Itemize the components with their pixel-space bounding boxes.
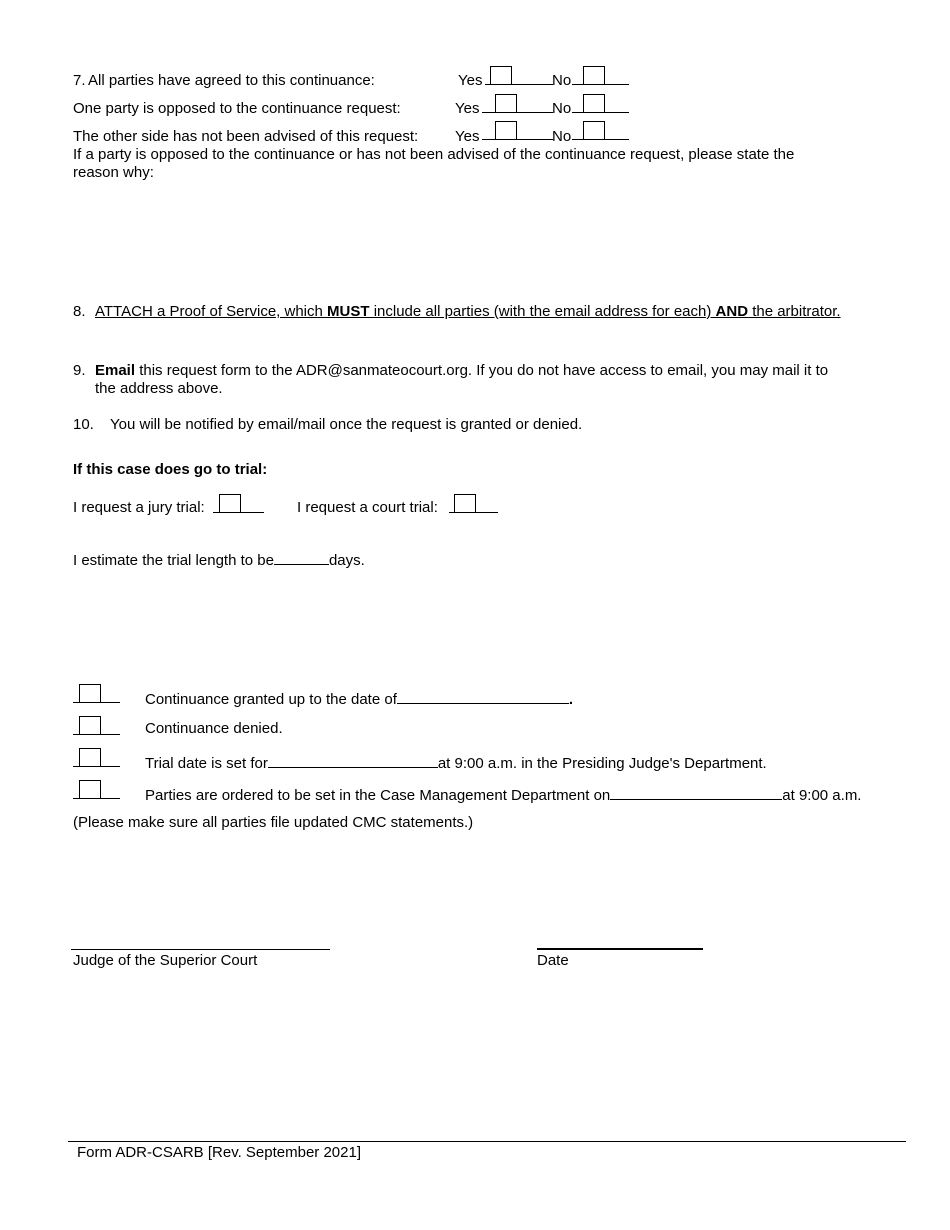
cmc-date-field[interactable] <box>610 784 782 800</box>
granted-date-field[interactable] <box>397 688 569 704</box>
form-id: Form ADR-CSARB [Rev. September 2021] <box>77 1144 361 1161</box>
item9-text-line2: the address above. <box>95 380 223 397</box>
item7-yes-label-3: Yes <box>455 128 480 145</box>
judge-label: Judge of the Superior Court <box>73 952 258 969</box>
item10-text: You will be notified by email/mail once the request is granted or denied. <box>110 416 583 433</box>
item10-number: 10. <box>73 416 94 433</box>
granted-line: Continuance granted up to the date of . <box>145 688 573 709</box>
item7-no-label-3: No <box>552 128 572 145</box>
jury-trial-label: I request a jury trial: <box>73 499 205 516</box>
item8-text: ATTACH a Proof of Service, which MUST include all parties (with the email address for each) AND the arbitrator. <box>95 303 841 320</box>
item7-yes-label-1: Yes <box>458 72 483 89</box>
item7-yes-label-2: Yes <box>455 100 480 117</box>
cmc-line: Parties are ordered to be set in the Case Management Department on at 9:00 a.m. <box>145 784 861 805</box>
reason-prompt-line2: reason why: <box>73 164 154 181</box>
reason-prompt-line1: If a party is opposed to the continuance or has not been advised of the continuance request, please state the <box>73 146 795 163</box>
trial-heading: If this case does go to trial: <box>73 461 268 478</box>
denied-label: Continuance denied. <box>145 720 283 737</box>
date-label: Date <box>537 952 569 969</box>
item9-text-line1: Email this request form to the ADR@sanmateocourt.org. If you do not have access to email, you may mail it to <box>95 362 829 379</box>
item7-question-opposed: One party is opposed to the continuance request: <box>73 100 401 117</box>
trial-date-field[interactable] <box>268 752 438 768</box>
item7-question-not-advised: The other side has not been advised of this request: <box>73 128 419 145</box>
court-trial-label: I request a court trial: <box>297 499 438 516</box>
item8-number: 8. <box>73 303 86 320</box>
judge-signature-line[interactable] <box>71 949 330 950</box>
trial-length-field[interactable] <box>274 549 329 565</box>
item7-number: 7. <box>73 72 86 89</box>
item7-no-label-2: No <box>552 100 572 117</box>
cmc-note: (Please make sure all parties file updated CMC statements.) <box>73 814 474 831</box>
item9-number: 9. <box>73 362 86 379</box>
trial-length-line: I estimate the trial length to be days. <box>73 549 365 570</box>
item7-question-agreed: All parties have agreed to this continuance: <box>88 72 375 89</box>
footer-rule <box>68 1141 906 1142</box>
trial-date-line: Trial date is set for at 9:00 a.m. in the Presiding Judge's Department. <box>145 752 767 773</box>
item7-no-label-1: No <box>552 72 572 89</box>
date-signature-line[interactable] <box>537 948 703 950</box>
